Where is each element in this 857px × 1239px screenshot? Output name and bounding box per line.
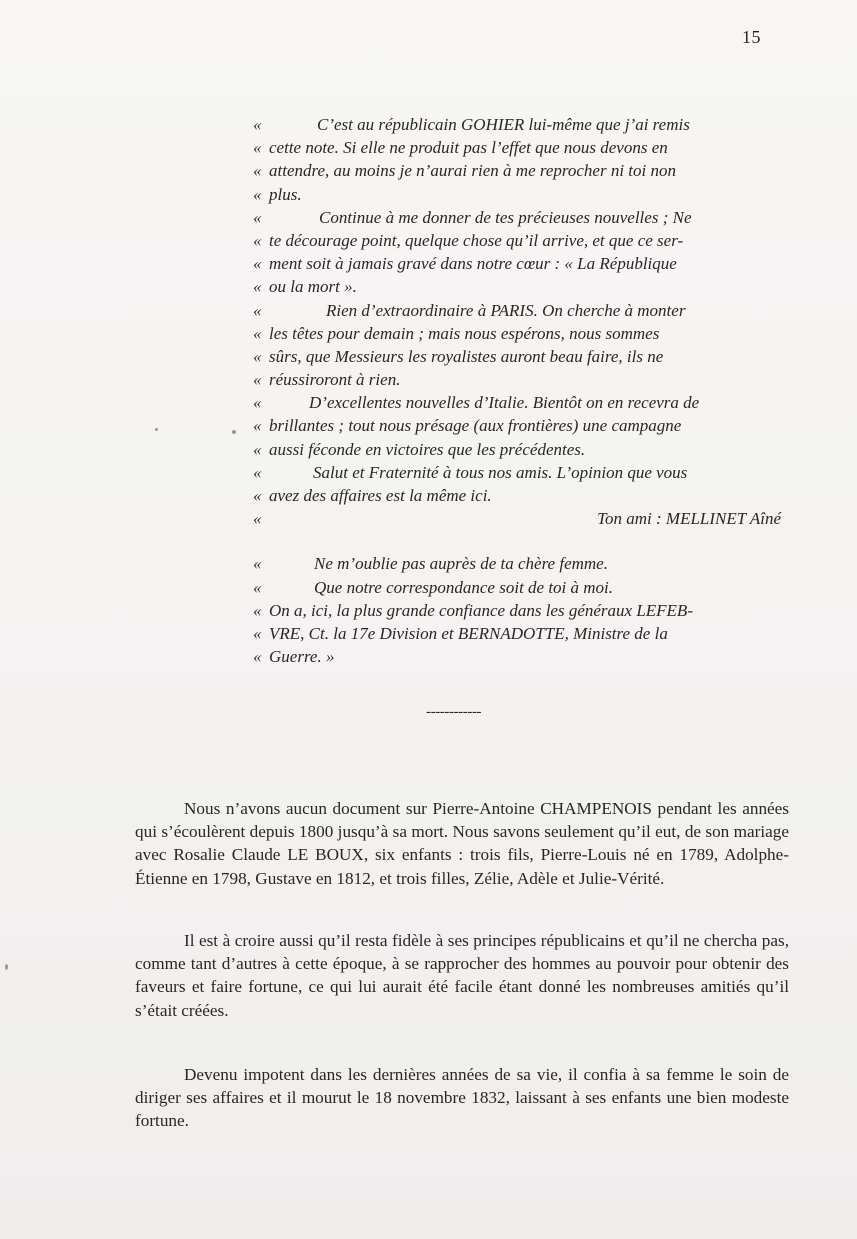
postscript-line xyxy=(253,599,783,622)
letter-line xyxy=(253,159,783,182)
postscript-line xyxy=(253,622,783,645)
postscript-line-text: Guerre. » xyxy=(269,647,335,667)
letter-line xyxy=(253,345,783,368)
letter-line xyxy=(253,275,783,298)
letter-line xyxy=(253,484,783,507)
letter-line xyxy=(253,183,783,206)
letter-line xyxy=(253,368,783,391)
paragraph xyxy=(135,797,789,890)
paragraph xyxy=(135,929,789,1022)
section-divider: ------------ xyxy=(426,704,482,720)
quote-mark: « xyxy=(253,439,262,459)
quote-mark: « xyxy=(253,300,262,320)
quote-mark: « xyxy=(253,346,262,366)
letter-line xyxy=(253,113,783,136)
quote-mark: « xyxy=(253,254,262,274)
letter-signature: Ton ami : MELLINET Aîné xyxy=(597,509,781,529)
quote-mark: « xyxy=(253,623,262,643)
letter-line xyxy=(253,461,783,484)
letter-line-text: sûrs, que Messieurs les royalistes auront beau faire, ils ne xyxy=(269,346,664,366)
letter-line xyxy=(253,391,783,414)
quote-mark: « xyxy=(253,277,262,297)
letter-line xyxy=(253,229,783,252)
quote-mark: « xyxy=(253,207,262,227)
postscript-line-text: Ne m’oublie pas auprès de ta chère femme. xyxy=(314,554,608,574)
quote-mark: « xyxy=(253,509,262,529)
postscript-line xyxy=(253,645,783,668)
quote-mark: « xyxy=(253,416,262,436)
quote-mark: « xyxy=(253,577,262,597)
letter-signature-line xyxy=(253,507,783,530)
quote-mark: « xyxy=(253,230,262,250)
letter-line-text: aussi féconde en victoires que les précédentes. xyxy=(269,439,586,459)
letter-line xyxy=(253,299,783,322)
letter-line-text: Continue à me donner de tes précieuses nouvelles ; Ne xyxy=(319,207,692,227)
postscript-line xyxy=(253,552,783,575)
paragraph xyxy=(135,1063,789,1133)
letter-line xyxy=(253,438,783,461)
letter-line-text: ment soit à jamais gravé dans notre cœur : « La République xyxy=(269,254,677,274)
quote-mark: « xyxy=(253,184,262,204)
scan-speck xyxy=(155,428,158,431)
quote-mark: « xyxy=(253,115,262,134)
quote-mark: « xyxy=(253,462,262,482)
quote-mark: « xyxy=(253,161,262,181)
letter-line xyxy=(253,206,783,229)
page-number: 15 xyxy=(742,27,761,47)
letter-line-text: C’est au républicain GOHIER lui-même que j’ai remis xyxy=(317,115,690,134)
scan-speck xyxy=(5,964,8,970)
postscript-line xyxy=(253,576,783,599)
postscript-line-text: Que notre correspondance soit de toi à moi. xyxy=(314,577,614,597)
letter-line xyxy=(253,322,783,345)
quote-mark: « xyxy=(253,393,262,413)
letter-line xyxy=(253,136,783,159)
quote-mark: « xyxy=(253,486,262,505)
quote-mark: « xyxy=(253,370,262,390)
letter-line-text: attendre, au moins je n’aurai rien à me reprocher ni toi non xyxy=(269,161,677,181)
quoted-letter xyxy=(253,113,783,668)
quote-mark: « xyxy=(253,600,262,620)
letter-line-text: Salut et Fraternité à tous nos amis. L’opinion que vous xyxy=(313,462,688,482)
paragraph-text: Nous n’avons aucun document sur Pierre-Antoine CHAMPENOIS pendant les années qui s’écoulèrent depuis 1800 jusqu’à sa mort. Nous savons seulement qu’il eut, de son mariage avec Rosalie Claude LE BOUX, six enfants : trois fils, Pierre-Louis né en 1789, Adolphe-Étienne en 1798, Gustave en 1812, et trois filles, Zélie, Adèle et Julie-Vérité. xyxy=(135,799,789,888)
letter-line-text: brillantes ; tout nous présage (aux frontières) une campagne xyxy=(269,416,682,436)
letter-line-text: avez des affaires est la même ici. xyxy=(269,486,492,505)
letter-line-text: cette note. Si elle ne produit pas l’effet que nous devons en xyxy=(269,138,668,158)
paragraph-text: Il est à croire aussi qu’il resta fidèle à ses principes républicains et qu’il ne chercha pas, comme tant d’autres à cette époque, à se rapprocher des hommes au pouvoir pour obtenir des faveurs et faire fortune, ce qui lui aurait été facile étant donné les nombreuses amitiés qu’il s’était créées. xyxy=(135,931,789,1020)
scan-speck xyxy=(232,430,236,434)
letter-line xyxy=(253,414,783,437)
letter-line-text: ou la mort ». xyxy=(269,277,357,297)
quote-mark: « xyxy=(253,554,262,574)
letter-line-text: D’excellentes nouvelles d’Italie. Bientôt on en recevra de xyxy=(309,393,700,413)
letter-line-text: réussiroront à rien. xyxy=(269,370,401,390)
quote-mark: « xyxy=(253,647,262,667)
letter-line-text: Rien d’extraordinaire à PARIS. On cherche à monter xyxy=(326,300,686,320)
letter-line-text: les têtes pour demain ; mais nous espérons, nous sommes xyxy=(269,323,660,343)
quote-mark: « xyxy=(253,323,262,343)
letter-line-text: plus. xyxy=(269,184,302,204)
quote-mark: « xyxy=(253,138,262,158)
postscript-line-text: On a, ici, la plus grande confiance dans les généraux LEFEB- xyxy=(269,600,693,620)
letter-line-text: te décourage point, quelque chose qu’il arrive, et que ce ser- xyxy=(269,230,684,250)
paragraph-text: Devenu impotent dans les dernières années de sa vie, il confia à sa femme le soin de diriger ses affaires et il mourut le 18 novembre 1832, laissant à ses enfants une bien modeste fortune. xyxy=(135,1065,789,1131)
postscript-line-text: VRE, Ct. la 17e Division et BERNADOTTE, Ministre de la xyxy=(269,623,668,643)
letter-line xyxy=(253,252,783,275)
